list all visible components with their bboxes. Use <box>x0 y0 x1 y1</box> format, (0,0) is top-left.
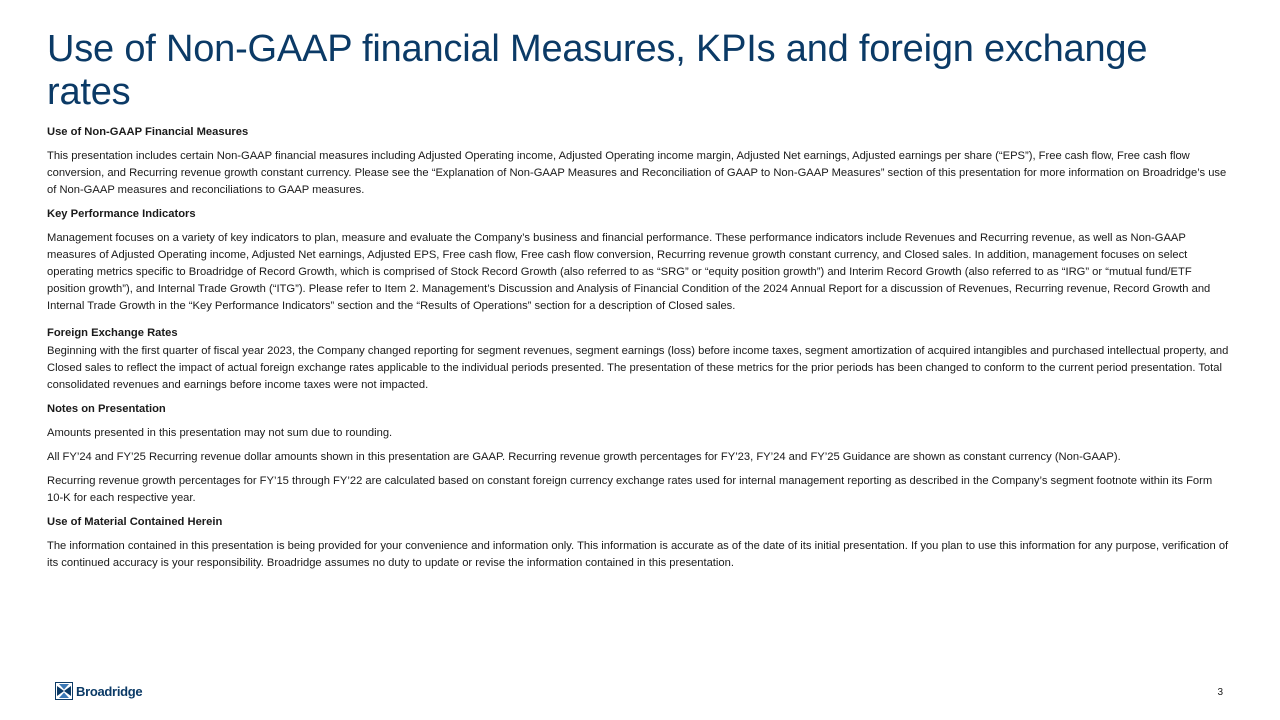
slide-title: Use of Non-GAAP financial Measures, KPIs and foreign exchange rates <box>47 28 1148 113</box>
slide-body <box>47 124 1229 579</box>
section-body-non-gaap: This presentation includes certain Non-GAAP financial measures including Adjusted Operating income, Adjusted Operating income margin, Adjusted Net earnings, Adjusted earnings per share (“EPS”), Free cash flow, Free cash flow conversion, and Recurring revenue growth constant currency. Please see the “Explanation of Non-GAAP Measures and Reconciliation of GAAP to Non-GAAP Measures” section of this presentation for more information on Broadridge’s use of Non-GAAP measures and reconciliations to GAAP measures. <box>47 150 1227 196</box>
section-heading-kpi: Key Performance Indicators <box>47 208 196 220</box>
broadridge-logo <box>55 682 142 700</box>
section-heading-material: Use of Material Contained Herein <box>47 516 223 528</box>
section-body-notes-2: All FY’24 and FY’25 Recurring revenue dollar amounts shown in this presentation are GAAP. Recurring revenue growth percentages for FY’23, FY’24 and FY’25 Guidance are shown as constant currency (Non-GAAP). <box>47 451 1121 463</box>
broadridge-logo-icon <box>55 682 73 700</box>
section-body-notes-3: Recurring revenue growth percentages for FY’15 through FY’22 are calculated based on constant foreign currency exchange rates used for internal management reporting as described in the Company’s segment footnote within its Form 10-K for each respective year. <box>47 475 1213 504</box>
section-heading-fx: Foreign Exchange Rates <box>47 327 178 339</box>
section-heading-notes: Notes on Presentation <box>47 403 166 415</box>
section-body-notes-1: Amounts presented in this presentation may not sum due to rounding. <box>47 427 393 439</box>
section-body-fx: Beginning with the first quarter of fiscal year 2023, the Company changed reporting for segment revenues, segment earnings (loss) before income taxes, segment amortization of acquired intangibles and purchased intellectual property, and Closed sales to reflect the impact of actual foreign exchange rates applicable to the individual periods presented. The presentation of these metrics for the prior periods has been changed to conform to the current period presentation. Total consolidated revenues and earnings before income taxes were not impacted. <box>47 345 1229 391</box>
section-body-kpi: Management focuses on a variety of key indicators to plan, measure and evaluate the Company’s business and financial performance. These performance indicators include Revenues and Recurring revenue, as well as Non-GAAP measures of Adjusted Operating income, Adjusted Net earnings, Adjusted EPS, Free cash flow, Free cash flow conversion, Recurring revenue growth constant currency, and Closed sales. In addition, management focuses on select operating metrics specific to Broadridge of Record Growth, which is comprised of Stock Record Growth (also referred to as “SRG” or “equity position growth”) and Interim Record Growth (also referred to as “IRG” or “mutual fund/ETF position growth”), and Internal Trade Growth (“ITG”). Please refer to Item 2. Management’s Discussion and Analysis of Financial Condition of the 2024 Annual Report for a discussion of Revenues, Recurring revenue, Record Growth and Internal Trade Growth in the “Key Performance Indicators” section and the “Results of Operations” section for a description of Closed sales. <box>47 232 1211 312</box>
broadridge-logo-text: Broadridge <box>76 683 143 699</box>
page-number: 3 <box>1217 687 1223 698</box>
section-heading-non-gaap: Use of Non-GAAP Financial Measures <box>47 126 249 138</box>
section-body-material: The information contained in this presentation is being provided for your convenience and information only. This information is accurate as of the date of its initial presentation. If you plan to use this information for any purpose, verification of its continued accuracy is your responsibility. Broadridge assumes no duty to update or revise the information contained in this presentation. <box>47 540 1229 569</box>
